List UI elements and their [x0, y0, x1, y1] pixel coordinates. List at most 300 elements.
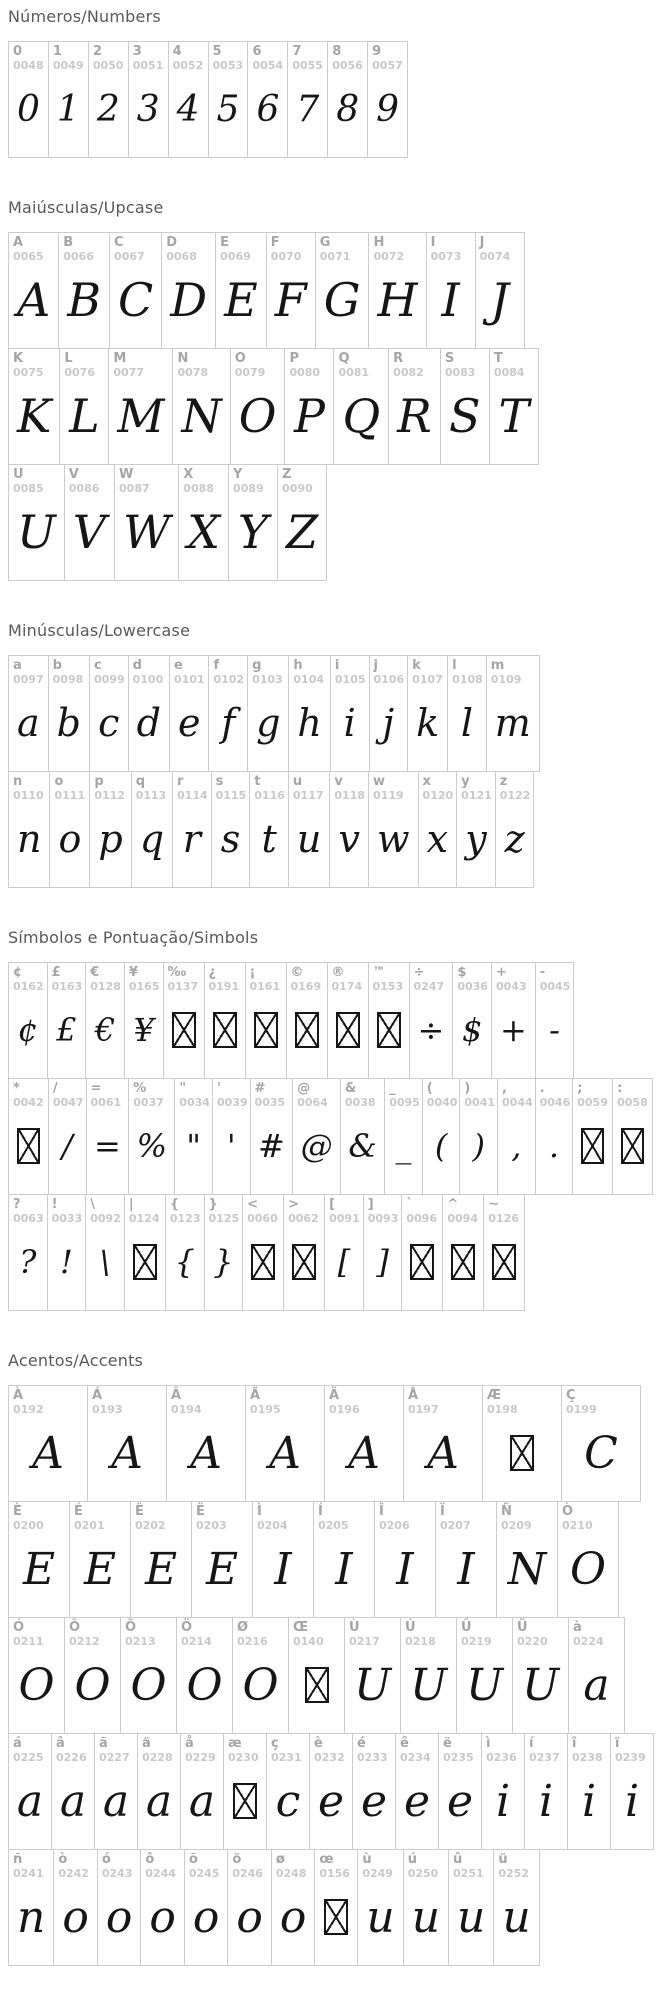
glyph-rows — [8, 232, 653, 581]
glyph-code: 0044 — [502, 1095, 533, 1109]
glyph-sample: M — [117, 389, 165, 444]
glyph-label: ™ — [372, 965, 386, 980]
cell-head — [205, 963, 245, 992]
cell-head — [325, 1386, 403, 1415]
glyph-area — [457, 801, 495, 887]
glyph-cell — [178, 464, 229, 581]
glyph-cell — [59, 348, 109, 465]
cell-head — [125, 1195, 165, 1224]
glyph-sample: p — [98, 817, 123, 862]
glyph-label: 1 — [52, 44, 62, 59]
cell-head — [115, 465, 178, 494]
glyph-area — [496, 801, 534, 887]
glyph-code: 0124 — [128, 1211, 160, 1225]
glyph-area — [125, 1224, 165, 1310]
glyph-cell — [232, 1617, 289, 1734]
glyph-code: 0246 — [232, 1866, 263, 1880]
glyph-sample: K — [17, 389, 52, 444]
glyph-sample: E — [22, 1543, 56, 1595]
cell-head — [248, 42, 287, 71]
missing-glyph-box — [172, 1012, 196, 1048]
glyph-label: % — [133, 1081, 147, 1096]
cell-head — [48, 963, 86, 992]
glyph-cell — [204, 1194, 244, 1311]
cell-head — [9, 1502, 69, 1531]
missing-glyph-box — [251, 1244, 275, 1280]
cell-head — [246, 963, 286, 992]
cell-head — [173, 349, 229, 378]
section-accents — [8, 1351, 653, 1966]
glyph-code: 0082 — [393, 365, 424, 379]
glyph-code: 0244 — [145, 1866, 176, 1880]
glyph-sample: w — [377, 817, 410, 862]
glyph-cell — [51, 1733, 95, 1850]
glyph-label: + — [495, 965, 507, 980]
glyph-label: ; — [577, 1081, 583, 1096]
glyph-sample: r — [182, 817, 201, 862]
glyph-label: s — [215, 774, 224, 789]
cell-head — [289, 772, 329, 801]
glyph-code: 0120 — [422, 788, 454, 802]
glyph-label: q — [135, 774, 146, 789]
glyph-area — [293, 1108, 340, 1194]
glyph-area — [285, 378, 333, 464]
glyph-label: Î — [379, 1504, 384, 1519]
cell-head — [89, 42, 128, 71]
glyph-label: 4 — [172, 44, 182, 59]
cell-head — [87, 1079, 129, 1108]
glyph-cell — [250, 1078, 294, 1195]
glyph-code: 0043 — [495, 979, 527, 993]
glyph-label: Ï — [440, 1504, 445, 1519]
glyph-area — [212, 801, 250, 887]
glyph-cell — [344, 1617, 401, 1734]
glyph-sample: Y — [237, 505, 269, 560]
glyph-code: 0153 — [372, 979, 404, 993]
cell-head — [457, 1618, 512, 1647]
cell-head — [369, 233, 425, 262]
glyph-area — [52, 1763, 94, 1849]
glyph-label: 8 — [332, 44, 342, 59]
glyph-code: 0062 — [288, 1211, 319, 1225]
glyph-sample: e — [446, 1775, 474, 1827]
glyph-label: P — [289, 351, 299, 366]
glyph-sample: 1 — [56, 88, 80, 130]
glyph-code: 0061 — [90, 1095, 122, 1109]
glyph-label: ‰ — [167, 965, 187, 980]
glyph-row — [8, 1617, 653, 1734]
glyph-code: 0104 — [293, 672, 325, 686]
glyph-sample: G — [323, 273, 361, 328]
missing-glyph-box — [336, 1012, 360, 1048]
glyph-code: 0060 — [247, 1211, 278, 1225]
glyph-sample: O — [569, 1543, 607, 1595]
glyph-area — [314, 1531, 374, 1617]
glyph-cell — [497, 1078, 536, 1195]
glyph-code: 0174 — [331, 979, 363, 993]
glyph-label: Õ — [125, 1620, 137, 1635]
glyph-area — [246, 992, 286, 1078]
glyph-row — [8, 464, 653, 581]
glyph-label: ü — [498, 1852, 508, 1867]
glyph-code: 0230 — [228, 1750, 259, 1764]
glyph-label: Ê — [135, 1504, 144, 1519]
cell-head — [173, 772, 211, 801]
glyph-cell — [172, 771, 212, 888]
glyph-area — [482, 1763, 524, 1849]
glyph-cell — [426, 232, 476, 349]
cell-head — [65, 465, 114, 494]
glyph-code: 0137 — [167, 979, 199, 993]
cell-head — [216, 233, 266, 262]
glyph-area — [369, 992, 409, 1078]
glyph-cell — [242, 1194, 284, 1311]
glyph-cell — [403, 1385, 483, 1502]
glyph-area — [457, 1647, 512, 1733]
glyph-label: Ã — [250, 1388, 261, 1403]
cell-head — [573, 1079, 612, 1108]
glyph-area — [476, 262, 524, 348]
glyph-label: £ — [51, 965, 61, 980]
glyph-cell — [58, 232, 110, 349]
cell-head — [369, 772, 418, 801]
glyph-cell — [448, 1849, 494, 1966]
glyph-code: 0036 — [457, 979, 488, 993]
cell-head — [443, 1195, 483, 1224]
cell-head — [562, 1386, 640, 1415]
glyph-code: 0103 — [252, 672, 283, 686]
glyph-label: b — [52, 658, 62, 673]
glyph-cell — [395, 1733, 439, 1850]
glyph-label: c — [93, 658, 102, 673]
missing-glyph-box — [305, 1667, 329, 1703]
glyph-sample: e — [317, 1775, 345, 1827]
glyph-area — [370, 685, 408, 771]
glyph-label: Ö — [181, 1620, 193, 1635]
glyph-label: Œ — [293, 1620, 309, 1635]
glyph-sample: H — [377, 273, 418, 328]
glyph-cell — [456, 771, 496, 888]
glyph-area — [173, 801, 211, 887]
glyph-sample: A — [17, 273, 51, 328]
glyph-area — [205, 992, 245, 1078]
glyph-code: 0086 — [68, 481, 100, 495]
glyph-label: ( — [426, 1081, 433, 1096]
glyph-label: B — [63, 235, 74, 250]
glyph-cell — [557, 1501, 619, 1618]
glyph-area — [179, 494, 228, 580]
glyph-code: 0206 — [379, 1518, 410, 1532]
cell-head — [285, 349, 333, 378]
glyph-cell — [333, 348, 389, 465]
glyph-code: 0101 — [173, 672, 205, 686]
glyph-sample: O — [242, 1659, 279, 1711]
glyph-label: u — [292, 774, 303, 789]
glyph-code: 0096 — [406, 1211, 437, 1225]
glyph-label: 0 — [13, 44, 23, 59]
glyph-area — [87, 1108, 129, 1194]
glyph-cell — [309, 1733, 353, 1850]
glyph-area — [9, 1647, 64, 1733]
cell-head — [267, 1734, 309, 1763]
glyph-area — [315, 1879, 357, 1965]
glyph-area — [487, 685, 539, 771]
glyph-sample: s — [220, 817, 241, 862]
glyph-area — [272, 1879, 315, 1965]
glyph-label: Á — [92, 1388, 103, 1403]
glyph-area — [341, 1108, 384, 1194]
glyph-code: 0070 — [270, 249, 302, 263]
cell-head — [497, 1502, 557, 1531]
glyph-label: Ë — [196, 1504, 205, 1519]
glyph-area — [48, 1224, 86, 1310]
glyph-code: 0238 — [572, 1750, 603, 1764]
glyph-label: \ — [90, 1197, 95, 1212]
glyph-cell — [172, 348, 230, 465]
glyph-code: 0053 — [212, 58, 244, 72]
cell-head — [231, 349, 285, 378]
glyph-label: œ — [319, 1852, 334, 1867]
glyph-code: 0085 — [13, 481, 44, 495]
glyph-area — [89, 71, 128, 157]
glyph-cell — [491, 962, 536, 1079]
glyph-sample: & — [348, 1127, 377, 1166]
glyph-sample: T — [498, 389, 530, 444]
glyph-code: 0092 — [90, 1211, 121, 1225]
glyph-cell — [212, 1078, 251, 1195]
cell-head — [490, 349, 538, 378]
glyph-sample: c — [275, 1775, 301, 1827]
glyph-label: | — [128, 1197, 134, 1212]
glyph-code: 0056 — [332, 58, 363, 72]
glyph-area — [132, 801, 172, 887]
glyph-sample: V — [72, 505, 107, 560]
glyph-label: e — [173, 658, 183, 673]
glyph-sample: J — [490, 273, 509, 328]
glyph-area — [177, 1647, 232, 1733]
cell-head — [209, 42, 248, 71]
glyph-sample: u — [411, 1891, 441, 1943]
glyph-cell — [8, 1385, 88, 1502]
glyph-area — [59, 262, 109, 348]
glyph-label: ¥ — [128, 965, 138, 980]
glyph-sample: ¥ — [133, 1011, 154, 1050]
glyph-sample: i — [495, 1775, 511, 1827]
glyph-sample: e — [177, 701, 201, 746]
glyph-sample: u — [502, 1891, 531, 1943]
cell-head — [613, 1079, 652, 1108]
glyph-area — [90, 685, 128, 771]
glyph-code: 0089 — [233, 481, 264, 495]
glyph-area — [345, 1647, 400, 1733]
glyph-area — [448, 685, 486, 771]
glyph-area — [129, 685, 169, 771]
glyph-label: > — [288, 1197, 300, 1212]
glyph-cell — [8, 232, 59, 349]
glyph-code: 0069 — [220, 249, 251, 263]
glyph-label: M — [113, 351, 127, 366]
cell-head — [90, 656, 128, 685]
glyph-code: 0201 — [74, 1518, 105, 1532]
glyph-code: 0073 — [430, 249, 462, 263]
glyph-label: ® — [331, 965, 345, 980]
glyph-label: * — [13, 1081, 20, 1096]
glyph-sample: I — [457, 1543, 475, 1595]
glyph-label: â — [56, 1736, 65, 1751]
glyph-label: V — [68, 467, 79, 482]
glyph-sample: / — [61, 1127, 73, 1166]
glyph-label: f — [213, 658, 220, 673]
glyph-sample: I — [441, 273, 460, 328]
cell-head — [164, 963, 204, 992]
glyph-cell — [128, 41, 169, 158]
glyph-code: 0218 — [405, 1634, 436, 1648]
glyph-label: ' — [216, 1081, 221, 1096]
glyph-code: 0226 — [56, 1750, 87, 1764]
glyph-label: Û — [461, 1620, 472, 1635]
glyph-sample: u — [457, 1891, 486, 1943]
cell-head — [476, 233, 524, 262]
glyph-cell — [166, 1385, 246, 1502]
glyph-code: 0038 — [344, 1095, 376, 1109]
cell-head — [248, 656, 288, 685]
cell-head — [401, 1618, 456, 1647]
glyph-cell — [266, 1733, 310, 1850]
glyph-label: Q — [338, 351, 350, 366]
glyph-row — [8, 771, 653, 888]
cell-head — [129, 1079, 174, 1108]
glyph-cell — [368, 232, 426, 349]
glyph-cell — [124, 962, 164, 1079]
glyph-cell — [489, 348, 539, 465]
glyph-sample: a — [17, 701, 40, 746]
glyph-sample: 7 — [296, 88, 320, 130]
glyph-code: 0169 — [290, 979, 322, 993]
glyph-code: 0072 — [373, 249, 405, 263]
glyph-label: v — [334, 774, 343, 789]
glyph-cell — [47, 1194, 87, 1311]
glyph-area — [86, 992, 124, 1078]
glyph-code: 0156 — [319, 1866, 350, 1880]
glyph-area — [331, 685, 369, 771]
glyph-area — [129, 71, 168, 157]
glyph-sample: u — [366, 1891, 395, 1943]
glyph-code: 0100 — [132, 672, 164, 686]
cell-head — [375, 1502, 435, 1531]
glyph-sample: m — [494, 701, 531, 746]
glyph-label: D — [166, 235, 178, 250]
cell-head — [9, 1850, 53, 1879]
cell-head — [9, 963, 47, 992]
glyph-code: 0162 — [13, 979, 44, 993]
cell-head — [65, 1618, 120, 1647]
glyph-row — [8, 962, 653, 1079]
glyph-code: 0241 — [13, 1866, 44, 1880]
glyph-sample: O — [130, 1659, 167, 1711]
glyph-cell — [48, 1078, 87, 1195]
section-title: Acentos/Accents — [8, 1351, 144, 1370]
glyph-cell — [486, 655, 540, 772]
cell-head — [86, 1195, 124, 1224]
glyph-area — [573, 1108, 612, 1194]
glyph-cell — [208, 655, 248, 772]
glyph-code: 0098 — [52, 672, 84, 686]
glyph-cell — [327, 41, 368, 158]
glyph-area — [121, 1647, 176, 1733]
glyph-label: 2 — [92, 44, 102, 59]
glyph-label: ø — [275, 1852, 285, 1867]
glyph-area — [423, 1108, 460, 1194]
glyph-sample: a — [16, 1775, 44, 1827]
glyph-sample: I — [274, 1543, 292, 1595]
cell-head — [50, 772, 89, 801]
glyph-area — [9, 1763, 51, 1849]
glyph-sample: z — [504, 817, 525, 862]
glyph-code: 0194 — [171, 1402, 202, 1416]
glyph-cell — [418, 771, 458, 888]
glyph-area — [9, 494, 64, 580]
glyph-sample: o — [105, 1891, 133, 1943]
glyph-cell — [53, 1849, 98, 1966]
glyph-code: 0243 — [101, 1866, 133, 1880]
glyph-label: i — [334, 658, 340, 673]
glyph-sample: A — [190, 1427, 222, 1479]
missing-glyph-box — [581, 1128, 604, 1164]
glyph-cell — [8, 655, 49, 772]
cell-head — [9, 233, 58, 262]
glyph-code: 0122 — [499, 788, 531, 802]
glyph-code: 0235 — [443, 1750, 474, 1764]
glyph-area — [401, 1647, 456, 1733]
section-title: Minúsculas/Lowercase — [8, 621, 191, 640]
glyph-area — [209, 71, 248, 157]
glyph-area — [129, 1108, 174, 1194]
glyph-area — [443, 1224, 483, 1310]
glyph-area — [427, 262, 475, 348]
glyph-area — [9, 1531, 69, 1617]
glyph-code: 0037 — [133, 1095, 164, 1109]
glyph-sample: o — [192, 1891, 220, 1943]
glyph-sample: A — [427, 1427, 459, 1479]
glyph-code: 0097 — [13, 672, 44, 686]
glyph-area — [192, 1531, 252, 1617]
glyph-area — [138, 1763, 180, 1849]
cell-head — [328, 963, 368, 992]
cell-head — [385, 1079, 422, 1108]
glyph-sample: ' — [226, 1127, 236, 1166]
glyph-row — [8, 1849, 653, 1966]
cell-head — [251, 1079, 293, 1108]
cell-head — [212, 772, 250, 801]
cell-head — [408, 656, 447, 685]
glyph-area — [9, 1879, 53, 1965]
glyph-code: 0116 — [254, 788, 285, 802]
glyph-cell — [8, 41, 49, 158]
glyph-code: 0083 — [444, 365, 476, 379]
cell-head — [228, 1850, 271, 1879]
glyph-label: Ô — [69, 1620, 81, 1635]
glyph-sample: x — [426, 817, 449, 862]
glyph-sample: i — [624, 1775, 640, 1827]
cell-head — [166, 1195, 204, 1224]
glyph-label: ] — [367, 1197, 374, 1212]
glyph-label: î — [572, 1736, 577, 1751]
glyph-cell — [227, 1849, 272, 1966]
glyph-cell — [384, 1078, 423, 1195]
glyph-area — [330, 801, 368, 887]
glyph-code: 0112 — [94, 788, 125, 802]
glyph-area — [497, 1531, 557, 1617]
